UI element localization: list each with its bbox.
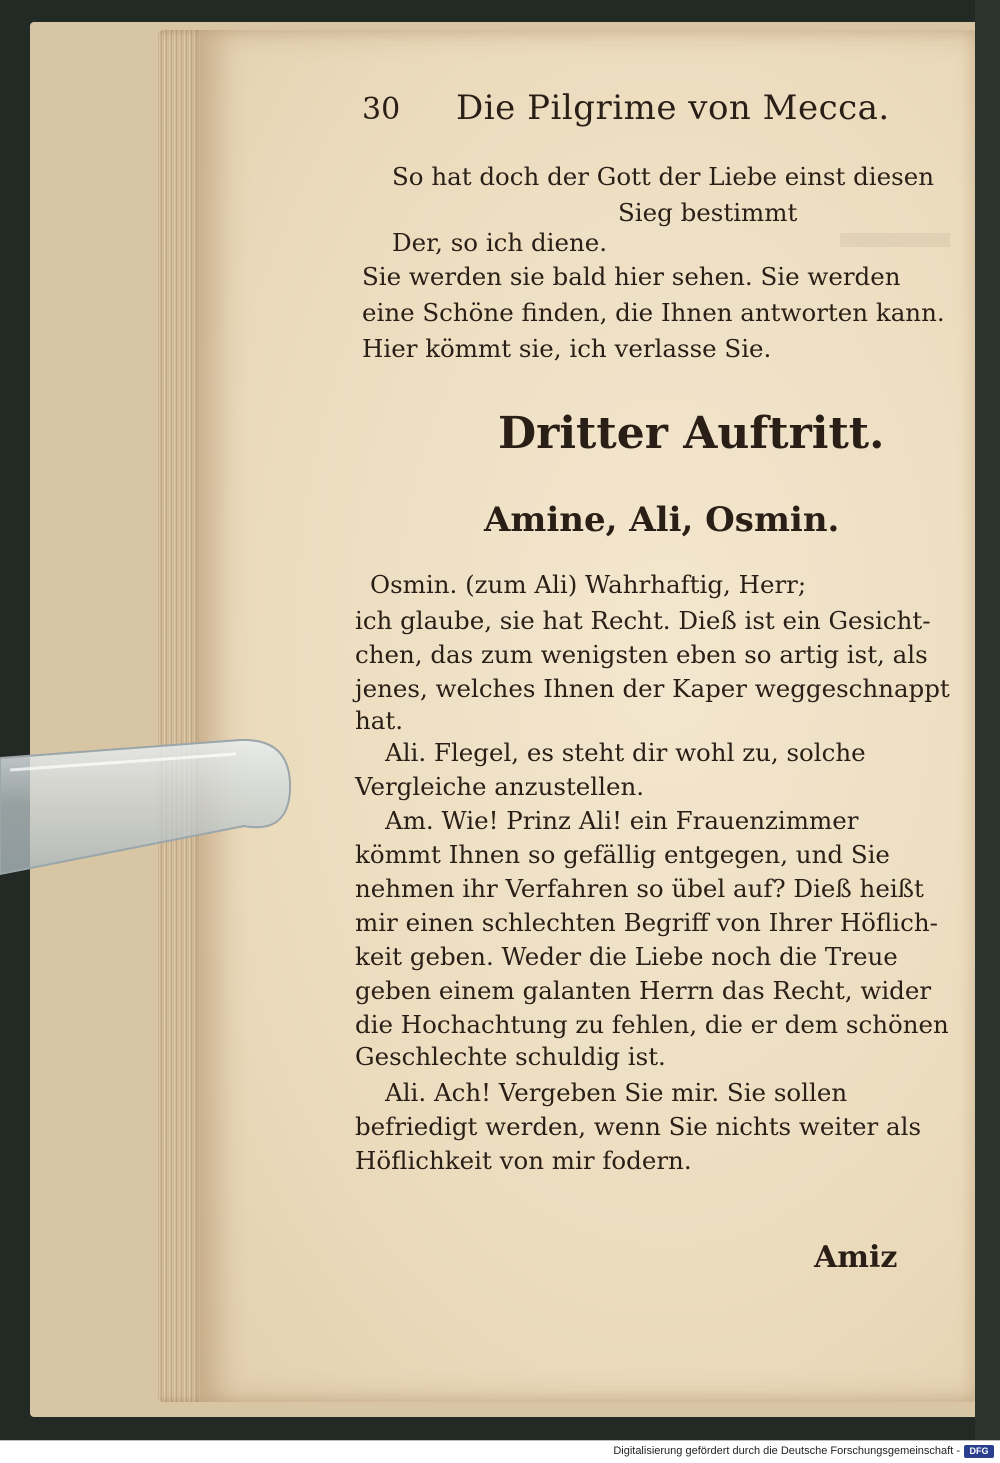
- show-through: [840, 228, 950, 253]
- dialogue-line: Ali. Flegel, es steht dir wohl zu, solche: [385, 738, 866, 767]
- dialogue-line: Ali. Ach! Vergeben Sie mir. Sie sollen: [385, 1078, 848, 1107]
- running-title: Die Pilgrime von Mecca.: [456, 88, 890, 128]
- prose-line: eine Schöne finden, die Ihnen antworten kann.: [362, 298, 945, 327]
- dialogue-line: ich glaube, sie hat Recht. Dieß ist ein Gesicht-: [355, 606, 931, 635]
- dialogue-line: Geschlechte schuldig ist.: [355, 1042, 666, 1071]
- page-number: 30: [362, 92, 401, 127]
- dfg-logo: DFG: [964, 1445, 994, 1458]
- prose-line: Hier kömmt sie, ich verlasse Sie.: [362, 334, 772, 363]
- scene-characters: Amine, Ali, Osmin.: [484, 500, 840, 540]
- dialogue-line: keit geben. Weder die Liebe noch die Treue: [355, 942, 898, 971]
- dialogue-line: jenes, welches Ihnen der Kaper weggeschnappt: [355, 674, 950, 703]
- footer-bar: [0, 1440, 1000, 1463]
- dialogue-line: mir einen schlechten Begriff von Ihrer Höflich-: [355, 908, 938, 937]
- verse-line: So hat doch der Gott der Liebe einst diesen: [392, 162, 934, 191]
- dialogue-line: chen, das zum wenigsten eben so artig ist, als: [355, 640, 928, 669]
- dialogue-line: geben einem galanten Herrn das Recht, wider: [355, 976, 932, 1005]
- scan-right-border: [975, 0, 1000, 1440]
- dialogue-line: nehmen ihr Verfahren so übel auf? Dieß heißt: [355, 874, 924, 903]
- verse-line: Der, so ich diene.: [392, 228, 608, 257]
- scene-heading: Dritter Auftritt.: [498, 408, 885, 459]
- dialogue-line: die Hochachtung zu fehlen, die er dem schönen: [355, 1010, 949, 1039]
- dialogue-line: Am. Wie! Prinz Ali! ein Frauenzimmer: [385, 806, 859, 835]
- dialogue-line: Höflichkeit von mir fodern.: [355, 1146, 692, 1175]
- prose-line: Sie werden sie bald hier sehen. Sie werden: [362, 262, 901, 291]
- verse-line: Sieg bestimmt: [618, 198, 798, 227]
- funding-credit: Digitalisierung gefördert durch die Deutsche Forschungsgemeinschaft -: [613, 1445, 960, 1457]
- dialogue-line: Vergleiche anzustellen.: [355, 772, 645, 801]
- dialogue-line: Osmin. (zum Ali) Wahrhaftig, Herr;: [370, 570, 807, 599]
- page-stack-edge: [158, 30, 206, 1402]
- dialogue-line: befriedigt werden, wenn Sie nichts weiter als: [355, 1112, 922, 1141]
- dialogue-line: hat.: [355, 706, 404, 735]
- dialogue-line: kömmt Ihnen so gefällig entgegen, und Sie: [355, 840, 890, 869]
- catchword: Amiz: [814, 1240, 898, 1275]
